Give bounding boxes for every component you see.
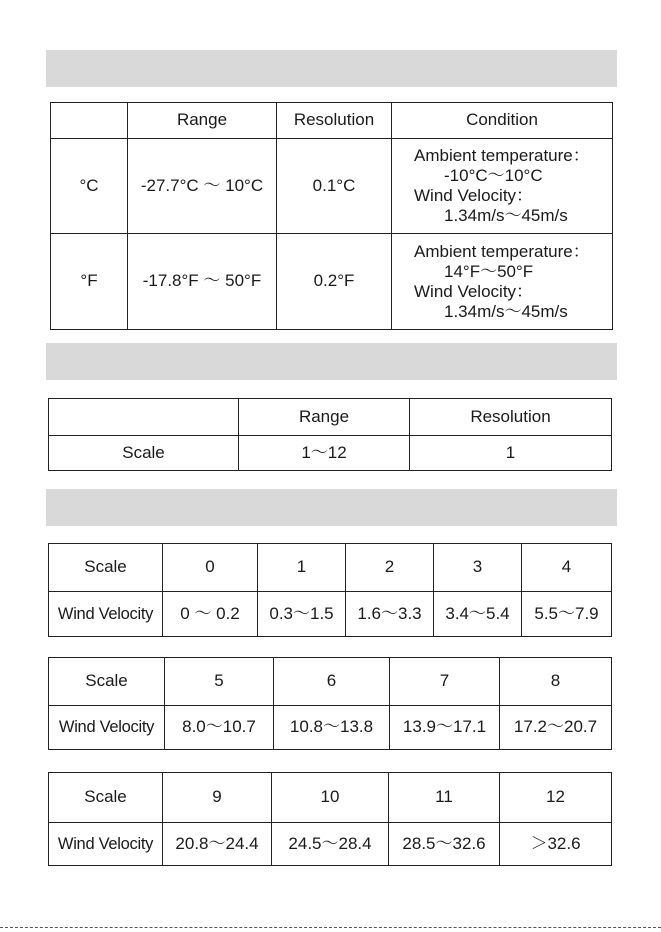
header-cell: Condition [392, 103, 613, 139]
beaufort-table-2 [48, 657, 612, 750]
scale-cell: 6 [274, 658, 390, 706]
velocity-cell: 13.9～17.1 [390, 706, 500, 750]
table-header-row [49, 399, 612, 436]
scale-cell: 10 [272, 773, 389, 823]
condition-cell [392, 234, 613, 330]
velocity-cell: 28.5～32.6 [389, 823, 500, 866]
ambient-value: 14°F～50°F [444, 261, 534, 281]
scale-cell: 1 [258, 544, 346, 592]
ambient-label: Ambient temperature： [414, 241, 590, 261]
resolution-cell: 0.2°F [277, 234, 392, 330]
velocity-label-cell: Wind Velocity [49, 592, 163, 637]
header-cell: Resolution [277, 103, 392, 139]
unit-cell: °C [51, 139, 128, 234]
wind-value: 1.34m/s～45m/s [444, 301, 568, 321]
scale-label-cell: Scale [49, 773, 163, 823]
velocity-cell: 5.5～7.9 [522, 592, 612, 637]
table-row [49, 436, 612, 471]
temperature-table [50, 102, 613, 330]
velocity-row [49, 706, 612, 750]
range-cell: -17.8°F ～ 50°F [128, 234, 277, 330]
beaufort-table-3 [48, 772, 612, 866]
wind-label: Wind Velocity： [414, 186, 534, 205]
table-row [51, 234, 613, 330]
condition-cell [392, 139, 613, 234]
velocity-cell: 3.4～5.4 [434, 592, 522, 637]
velocity-row [49, 823, 612, 866]
velocity-cell: 1.6～3.3 [346, 592, 434, 637]
scale-cell: 12 [500, 773, 612, 823]
header-cell: Range [239, 399, 410, 436]
table-row [51, 139, 613, 234]
scale-cell: 7 [390, 658, 500, 706]
scale-label-cell: Scale [49, 544, 163, 592]
scale-cell: 11 [389, 773, 500, 823]
section-band-scale [46, 343, 617, 380]
range-cell: -27.7°C ～ 10°C [128, 139, 277, 234]
velocity-cell: 17.2～20.7 [500, 706, 612, 750]
range-cell: 1～12 [239, 436, 410, 471]
scale-row [49, 658, 612, 706]
velocity-cell: 10.8～13.8 [274, 706, 390, 750]
scale-cell: 9 [163, 773, 272, 823]
scale-label-cell: Scale [49, 436, 239, 471]
scale-cell: 3 [434, 544, 522, 592]
scale-table [48, 398, 612, 471]
scale-row [49, 544, 612, 592]
velocity-cell: 8.0～10.7 [165, 706, 274, 750]
wind-value: 1.34m/s～45m/s [444, 206, 568, 225]
velocity-cell: 0.3～1.5 [258, 592, 346, 637]
section-band-temperature [46, 50, 617, 87]
velocity-cell: 20.8～24.4 [163, 823, 272, 866]
velocity-cell: 0 ～ 0.2 [163, 592, 258, 637]
scale-row [49, 773, 612, 823]
scale-cell: 5 [165, 658, 274, 706]
header-cell [51, 103, 128, 139]
section-band-beaufort [46, 489, 617, 526]
velocity-row [49, 592, 612, 637]
header-cell [49, 399, 239, 436]
scale-cell: 2 [346, 544, 434, 592]
scale-label-cell: Scale [49, 658, 165, 706]
unit-cell: °F [51, 234, 128, 330]
wind-label: Wind Velocity： [414, 281, 534, 301]
resolution-cell: 1 [410, 436, 612, 471]
scale-cell: 4 [522, 544, 612, 592]
table-header-row [51, 103, 613, 139]
scale-cell: 8 [500, 658, 612, 706]
velocity-cell: ＞32.6 [500, 823, 612, 866]
velocity-label-cell: Wind Velocity [49, 823, 163, 866]
ambient-value: -10°C～10°C [444, 166, 543, 185]
header-cell: Range [128, 103, 277, 139]
beaufort-table-1 [48, 543, 612, 637]
header-cell: Resolution [410, 399, 612, 436]
page-bottom-divider [0, 927, 661, 928]
velocity-label-cell: Wind Velocity [49, 706, 165, 750]
velocity-cell: 24.5～28.4 [272, 823, 389, 866]
ambient-label: Ambient temperature： [414, 146, 590, 165]
resolution-cell: 0.1°C [277, 139, 392, 234]
scale-cell: 0 [163, 544, 258, 592]
